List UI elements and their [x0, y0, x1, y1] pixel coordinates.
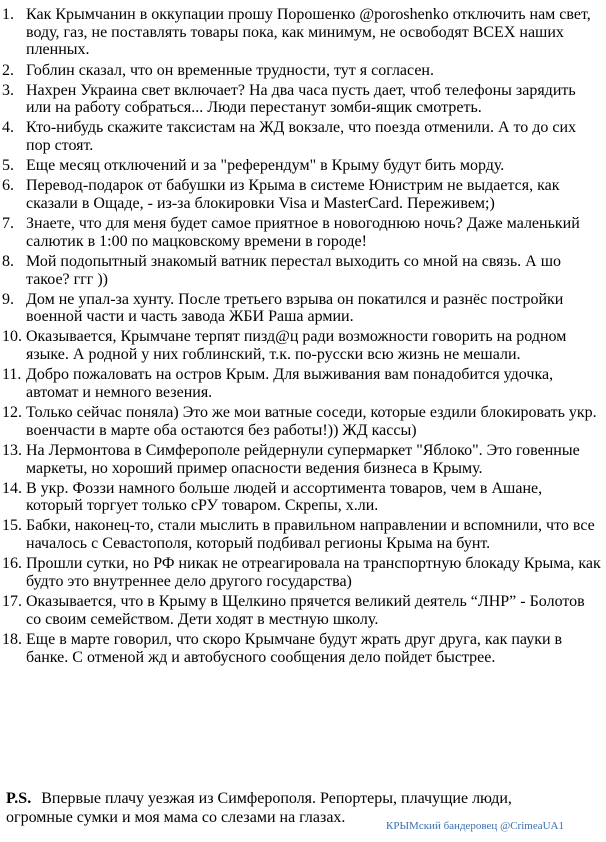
- postscript-label: P.S.: [6, 790, 32, 807]
- item-text: Только сейчас поняла) Это же мои ватные соседи, которые ездили блокировать укр. военчасти в марте оба остаются без работы!)) ЖД кассы): [26, 404, 597, 439]
- numbered-list: [0, 6, 606, 669]
- item-text: Нахрен Украина свет включает? На два часа пусть дает, чтоб телефоны зарядить или на работу собраться... Люди перестанут зомби-ящик смотреть.: [26, 81, 576, 117]
- list-item: [0, 480, 606, 515]
- item-text: На Лермонтова в Симферополе рейдернули супермаркет "Яблоко". Это говенные маркеты, но хороший пример опасности ведения бизнеса в Крыму.: [26, 441, 580, 477]
- item-text: Еще в марте говорил, что скоро Крымчане будут жрать друг друга, как пауки в банке. С отменой жд и автобусного сообщения дело пойдет быстрее.: [26, 630, 563, 666]
- item-text: Мой подопытный знакомый ватник перестал выходить со мной на связь. А шо такое? ггг )): [26, 252, 562, 288]
- item-number: 4.: [2, 119, 14, 137]
- item-text: Гоблин сказал, что он временные трудности, тут я согласен.: [26, 61, 434, 79]
- list-item: [0, 366, 606, 401]
- list-item: [0, 253, 606, 288]
- item-text: Добро пожаловать на остров Крым. Для выживания вам понадобится удочка, автомат и немного везения.: [26, 366, 554, 401]
- list-item: [0, 215, 606, 250]
- item-number: 5.: [2, 157, 14, 175]
- item-number: 1.: [2, 6, 14, 23]
- list-item: [0, 442, 606, 477]
- list-item: [0, 62, 606, 80]
- item-number: 13.: [2, 441, 22, 459]
- item-text: Дом не упал-за хунту. После третьего взрыва он покатился и разнёс постройки военной части и часть завода ЖБИ Раша армии.: [26, 290, 564, 326]
- item-number: 6.: [2, 177, 14, 195]
- item-number: 3.: [2, 81, 14, 99]
- list-item: [0, 177, 606, 212]
- item-number: 11.: [2, 366, 22, 384]
- item-text: Бабки, наконец-то, стали мыслить в правильном направлении и вспомнили, что все началось с Севастополя, который подбивал регионы Крыма на бунт.: [26, 517, 595, 553]
- item-text: Прошли сутки, но РФ никак не отреагировала на транспортную блокаду Крыма, как будто это внутреннее дело другого государства): [26, 555, 601, 590]
- item-number: 9.: [2, 290, 14, 308]
- item-text: Знаете, что для меня будет самое приятное в новогоднюю ночь? Даже маленький салютик в 1:00 по мацковскому времени в городе!: [26, 215, 580, 250]
- item-text: Перевод-подарок от бабушки из Крыма в системе Юнистрим не выдается, как сказали в Ощаде, - из-за блокировки Visa и MasterCard. Переживем;): [26, 177, 560, 212]
- item-number: 14.: [2, 479, 22, 497]
- list-item: [0, 119, 606, 154]
- item-number: 16.: [2, 555, 22, 573]
- author-watermark: КРЫМский бандеровец @CrimeaUA1: [386, 820, 564, 832]
- list-item: [0, 404, 606, 439]
- item-text: Кто-нибудь скажите таксистам на ЖД вокзале, что поезда отменили. А то до сих пор стоят.: [26, 119, 577, 155]
- item-text: Как Крымчанин в оккупации прошу Порошенко @poroshenko отключить нам свет, воду, газ, не поставлять товары пока, как минимум, не освободят ВСЕХ наших пленных.: [26, 6, 591, 59]
- item-text: Оказывается, Крымчане терпят пизд@ц ради возможности говорить на родном языке. А родной у них гоблинский, т.к. по-русски всю жизнь не мешали.: [26, 328, 567, 364]
- list-item: [0, 82, 606, 117]
- item-number: 12.: [2, 404, 22, 422]
- list-item: [0, 328, 606, 363]
- item-number: 8.: [2, 252, 14, 270]
- item-text: В укр. Фоззи намного больше людей и ассортимента товаров, чем в Ашане, который торгует только сРУ товаром. Скрепы, х.ли.: [26, 479, 543, 515]
- list-item: [0, 517, 606, 552]
- list-item: [0, 291, 606, 326]
- list-item: [0, 593, 606, 628]
- list-item: [0, 6, 606, 59]
- list-item: [0, 555, 606, 590]
- item-number: 2.: [2, 61, 14, 79]
- item-text: Оказывается, что в Крыму в Щелкино прячется великий деятель “ЛНР” - Болотов со своим семейством. Дети ходят в местную школу.: [26, 593, 585, 628]
- item-number: 17.: [2, 593, 22, 611]
- item-text: Еще месяц отключений и за "референдум" в Крыму будут бить морду.: [26, 157, 505, 175]
- item-number: 18.: [2, 630, 22, 648]
- item-number: 10.: [2, 328, 22, 346]
- item-number: 15.: [2, 517, 22, 535]
- item-number: 7.: [2, 215, 14, 233]
- postscript-text: Впервые плачу уезжая из Симферополя. Репортеры, плачущие люди, огромные сумки и моя мама со слезами на глазах.: [6, 790, 512, 826]
- list-item: [0, 631, 606, 666]
- list-item: [0, 157, 606, 175]
